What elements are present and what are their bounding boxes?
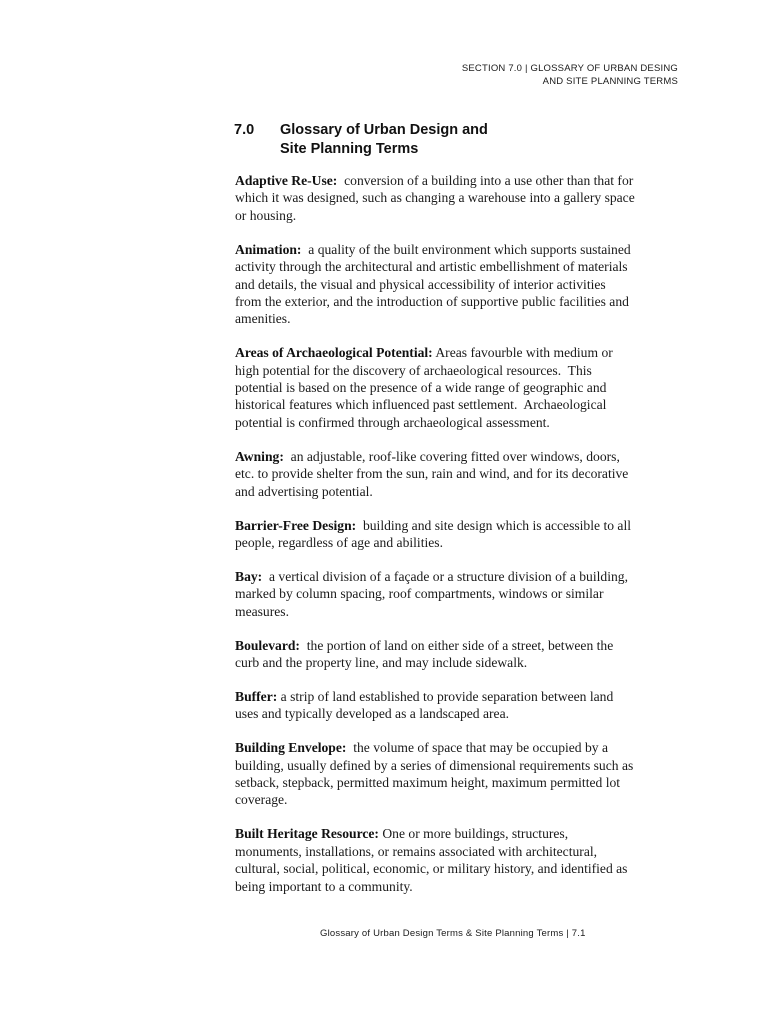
glossary-entry	[235, 688, 683, 723]
section-title-line-1: Glossary of Urban Design and	[280, 122, 488, 138]
definition-text: or housing.	[235, 207, 297, 223]
entry-line	[235, 483, 683, 500]
glossary-term: Areas of Archaeological Potential:	[235, 345, 433, 361]
entry-line	[235, 379, 683, 396]
entry-line	[235, 878, 683, 895]
glossary-entry	[235, 172, 683, 224]
definition-text: etc. to provide shelter from the sun, rain and wind, and for its decorative	[235, 466, 629, 482]
entry-line	[235, 739, 683, 756]
definition-text: marked by column spacing, roof compartments, windows or similar	[235, 586, 604, 602]
entry-line	[235, 241, 683, 258]
definition-text: which it was designed, such as changing a warehouse into a gallery space	[235, 190, 635, 206]
entry-line	[235, 568, 683, 585]
entry-line	[235, 293, 683, 310]
definition-text: the volume of space that may be occupied by a	[346, 740, 609, 756]
glossary-entry	[235, 739, 683, 809]
header-line-1: SECTION 7.0 | GLOSSARY OF URBAN DESING	[461, 63, 678, 74]
entry-line	[235, 517, 683, 534]
section-number: 7.0	[234, 122, 255, 138]
entry-line	[235, 448, 683, 465]
entry-line	[235, 860, 683, 877]
glossary-term: Building Envelope:	[235, 740, 347, 756]
definition-text: and advertising potential.	[235, 483, 373, 499]
definition-text: conversion of a building into a use other than that for	[337, 173, 634, 188]
page-footer: Glossary of Urban Design Terms & Site Planning Terms | 7.1	[320, 928, 586, 939]
entry-line	[235, 172, 683, 189]
entry-line	[235, 396, 683, 413]
entry-line	[235, 791, 683, 808]
glossary-term: Built Heritage Resource:	[235, 826, 379, 842]
entry-line	[235, 414, 683, 431]
glossary-entry	[235, 568, 683, 620]
definition-text: the portion of land on either side of a street, between the	[299, 637, 614, 653]
entry-line	[235, 362, 683, 379]
glossary-term: Awning:	[235, 448, 284, 464]
entry-line	[235, 207, 683, 224]
entry-line	[235, 688, 683, 705]
entry-line	[235, 344, 683, 361]
definition-text: historical features which influenced past settlement. Archaeological	[235, 397, 607, 413]
glossary-entries	[235, 172, 683, 895]
definition-text: being important to a community.	[235, 878, 413, 894]
entry-line	[235, 603, 683, 620]
running-header	[462, 63, 678, 88]
definition-text: potential is confirmed through archaeological assessment.	[235, 414, 550, 430]
entry-line	[235, 276, 683, 293]
definition-text: measures.	[235, 603, 289, 619]
section-title	[234, 121, 540, 158]
entry-line	[235, 774, 683, 791]
definition-text: people, regardless of age and abilities.	[235, 534, 443, 550]
entry-line	[235, 843, 683, 860]
definition-text: building, usually defined by a series of dimensional requirements such as	[235, 757, 634, 773]
entry-line	[235, 465, 683, 482]
definition-text: potential is based on the presence of a wide range of geographic and	[235, 380, 607, 396]
glossary-entry	[235, 344, 683, 431]
definition-text: coverage.	[235, 792, 288, 808]
glossary-entry	[235, 825, 683, 895]
definition-text: from the exterior, and the introduction of supportive public facilities and	[235, 293, 629, 309]
glossary-term: Boulevard:	[235, 637, 300, 653]
glossary-term: Barrier-Free Design:	[235, 517, 357, 533]
header-line-2: AND SITE PLANNING TERMS	[542, 75, 678, 87]
definition-text: an adjustable, roof-like covering fitted over windows, doors,	[283, 448, 620, 464]
glossary-entry	[235, 241, 683, 328]
entry-line	[235, 705, 683, 722]
section-title-line-2: Site Planning Terms	[280, 140, 419, 157]
definition-text: a strip of land established to provide separation between land	[277, 688, 614, 704]
entry-line	[235, 189, 683, 206]
definition-text: a vertical division of a façade or a structure division of a building,	[262, 568, 628, 584]
glossary-entry	[235, 517, 683, 552]
definition-text: a quality of the built environment which supports sustained	[301, 241, 631, 257]
glossary-term: Buffer:	[235, 688, 278, 704]
definition-text: uses and typically developed as a landscaped area.	[235, 706, 510, 722]
definition-text: and details, the visual and physical accessibility of interior activities	[235, 276, 606, 292]
definition-text: monuments, installations, or remains associated with architectural,	[235, 843, 598, 859]
glossary-entry	[235, 637, 683, 672]
definition-text: activity through the architectural and artistic embellishment of materials	[235, 259, 628, 275]
glossary-term: Bay:	[235, 568, 263, 584]
definition-text: Areas favourble with medium or	[432, 345, 613, 361]
entry-line	[235, 258, 683, 275]
definition-text: setback, stepback, permitted maximum height, maximum permitted lot	[235, 774, 621, 790]
entry-line	[235, 310, 683, 327]
glossary-term: Adaptive Re-Use:	[235, 173, 338, 188]
entry-line	[235, 585, 683, 602]
glossary-term: Animation:	[235, 241, 302, 257]
definition-text: One or more buildings, structures,	[378, 826, 569, 842]
entry-line	[235, 757, 683, 774]
definition-text: curb and the property line, and may include sidewalk.	[235, 654, 528, 670]
definition-text: cultural, social, political, economic, or military history, and identified as	[235, 861, 628, 877]
definition-text: high potential for the discovery of archaeological resources. This	[235, 362, 592, 378]
definition-text: amenities.	[235, 311, 291, 327]
entry-line	[235, 637, 683, 654]
entry-line	[235, 534, 683, 551]
entry-line	[235, 825, 683, 842]
entry-line	[235, 654, 683, 671]
definition-text: building and site design which is accessible to all	[356, 517, 631, 533]
glossary-entry	[235, 448, 683, 500]
